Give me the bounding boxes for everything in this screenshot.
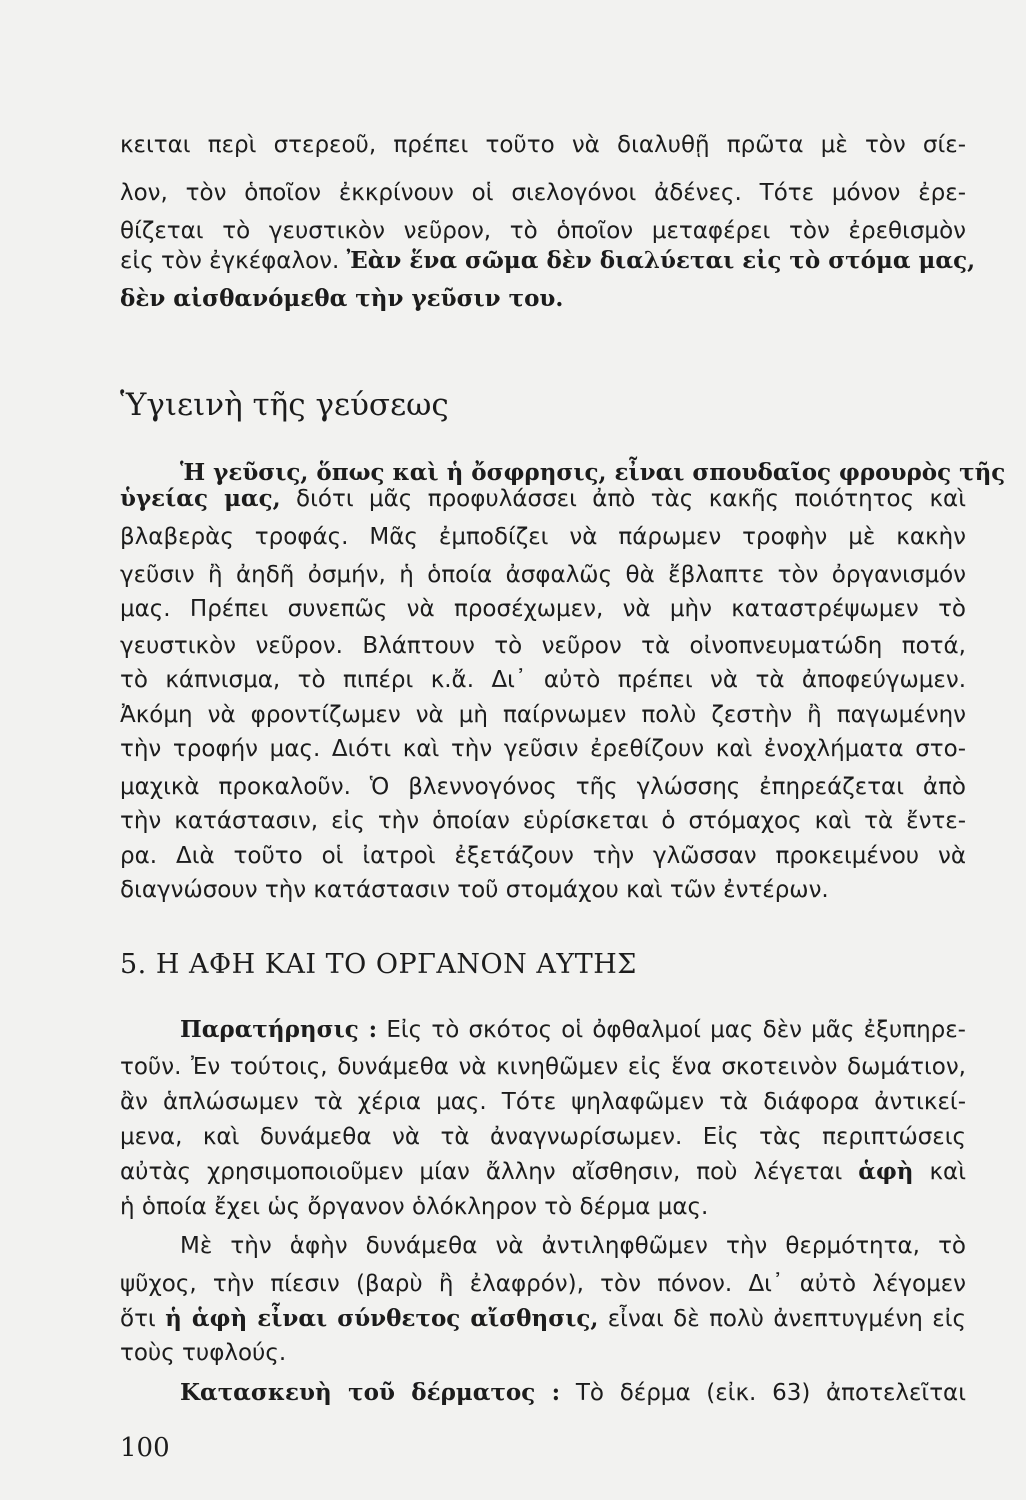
text-line: εἰς τὸν ἐγκέφαλον. Ἐὰν ἕνα σῶμα δὲν διαλύεται εἰς τὸ στόμα μας, [120,247,976,274]
bold-text: ἁφὴ [858,1158,914,1185]
text-line: αὐτὰς χρησιμοποιοῦμεν μίαν ἄλλην αἴσθησιν, ποὺ λέγεται ἁφὴ καὶ [120,1158,966,1185]
text-line: λον, τὸν ὁποῖον ἐκκρίνουν οἱ σιελογόνοι ἀδένες. Τότε μόνον ἐρε- [120,180,966,206]
text-line: τοὺς τυφλούς. [120,1340,287,1366]
bold-text: Παρατήρησις : [180,1016,378,1043]
text-line: ἡ ὁποία ἔχει ὡς ὄργανον ὁλόκληρον τὸ δέρμα μας. [120,1194,709,1220]
text-line: ρα. Διὰ τοῦτο οἱ ἰατροὶ ἐξετάζουν τὴν γλῶσσαν προκειμένου νὰ [120,843,966,869]
text-line: ψῦχος, τὴν πίεσιν (βαρὺ ἢ ἐλαφρόν), τὸν πόνον. Δι᾽ αὐτὸ λέγομεν [120,1271,966,1297]
bold-text: ὑγείας μας, [120,485,281,512]
text-line: γεῦσιν ἢ ἀηδῆ ὀσμήν, ἡ ὁποία ἀσφαλῶς θὰ ἔβλαπτε τὸν ὀργανισμόν [120,562,966,588]
text-line: μας. Πρέπει συνεπῶς νὰ προσέχωμεν, νὰ μὴν καταστρέψωμεν τὸ [120,596,966,622]
text-line: Ἀκόμη νὰ φροντίζωμεν νὰ μὴ παίρνωμεν πολὺ ζεστὴν ἢ παγωμένην [120,702,966,728]
text-line: τὴν τροφήν μας. Διότι καὶ τὴν γεῦσιν ἐρεθίζουν καὶ ἐνοχλήματα στο- [120,736,966,762]
text-line: γευστικὸν νεῦρον. Βλάπτουν τὸ νεῦρον τὰ οἰνοπνευματώδη ποτά, [120,633,966,659]
text-line: μαχικὰ προκαλοῦν. Ὁ βλεννογόνος τῆς γλώσσης ἐπηρεάζεται ἀπὸ [120,774,966,800]
bold-text: Ἐὰν ἕνα σῶμα δὲν διαλύεται εἰς τὸ στόμα μας, [346,247,976,274]
text-line: ὅτι ἡ ἁφὴ εἶναι σύνθετος αἴσθησις, εἶναι δὲ πολὺ ἀνεπτυγμένη εἰς [120,1305,966,1332]
text-line: Μὲ τὴν ἁφὴν δυνάμεθα νὰ ἀντιληφθῶμεν τὴν θερμότητα, τὸ [180,1233,966,1259]
page-number: 100 [120,1433,170,1463]
section-heading-hygiene: Ὑγιεινὴ τῆς γεύσεως [120,387,449,423]
text-line: βλαβερὰς τροφάς. Μᾶς ἐμποδίζει νὰ πάρωμεν τροφὴν μὲ κακὴν [120,524,966,550]
text-line: τοῦν. Ἐν τούτοις, δυνάμεθα νὰ κινηθῶμεν εἰς ἕνα σκοτεινὸν δωμάτιον, [120,1054,966,1080]
text-line [120,284,966,314]
bold-text: Κατασκευὴ τοῦ δέρματος : [180,1379,561,1406]
text-line: Κατασκευὴ τοῦ δέρματος : Τὸ δέρμα (εἰκ. 63) ἀποτελεῖται [180,1379,966,1406]
text-line: Παρατήρησις : Εἰς τὸ σκότος οἱ ὀφθαλμοί μας δὲν μᾶς ἐξυπηρε- [180,1016,966,1043]
text-line: θίζεται τὸ γευστικὸν νεῦρον, τὸ ὁποῖον μεταφέρει τὸν ἐρεθισμὸν [120,218,966,244]
text-line: κειται περὶ στερεοῦ, πρέπει τοῦτο νὰ διαλυθῇ πρῶτα μὲ τὸν σίε- [120,132,966,158]
text-line: τὸ κάπνισμα, τὸ πιπέρι κ.ἄ. Δι᾽ αὐτὸ πρέπει νὰ τὰ ἀποφεύγωμεν. [120,667,966,693]
bold-text: δὲν αἰσθανόμεθα τὴν γεῦσιν του. [120,285,564,312]
section-title: 5. Η ΑΦΗ ΚΑΙ ΤΟ ΟΡΓΑΝΟΝ ΑΥΤΗΣ [120,949,637,980]
bold-text: ἡ ἁφὴ εἶναι σύνθετος αἴσθησις, [165,1305,599,1332]
bold-text: Ἡ γεῦσις, ὅπως καὶ ἡ ὄσφρησις, εἶναι σπουδαῖος φρουρὸς τῆς [180,459,1006,486]
text-line: ὑγείας μας, διότι μᾶς προφυλάσσει ἀπὸ τὰς κακῆς ποιότητος καὶ [120,485,967,512]
text-line: μενα, καὶ δυνάμεθα νὰ τὰ ἀναγνωρίσωμεν. Εἰς τὰς περιπτώσεις [120,1124,966,1150]
text-line: διαγνώσουν τὴν κατάστασιν τοῦ στομάχου καὶ τῶν ἐντέρων. [120,877,829,903]
text-line: τὴν κατάστασιν, εἰς τὴν ὁποίαν εὑρίσκεται ὁ στόμαχος καὶ τὰ ἔντε- [120,808,966,834]
text-line: ἂν ἁπλώσωμεν τὰ χέρια μας. Τότε ψηλαφῶμεν τὰ διάφορα ἀντικεί- [120,1089,966,1115]
